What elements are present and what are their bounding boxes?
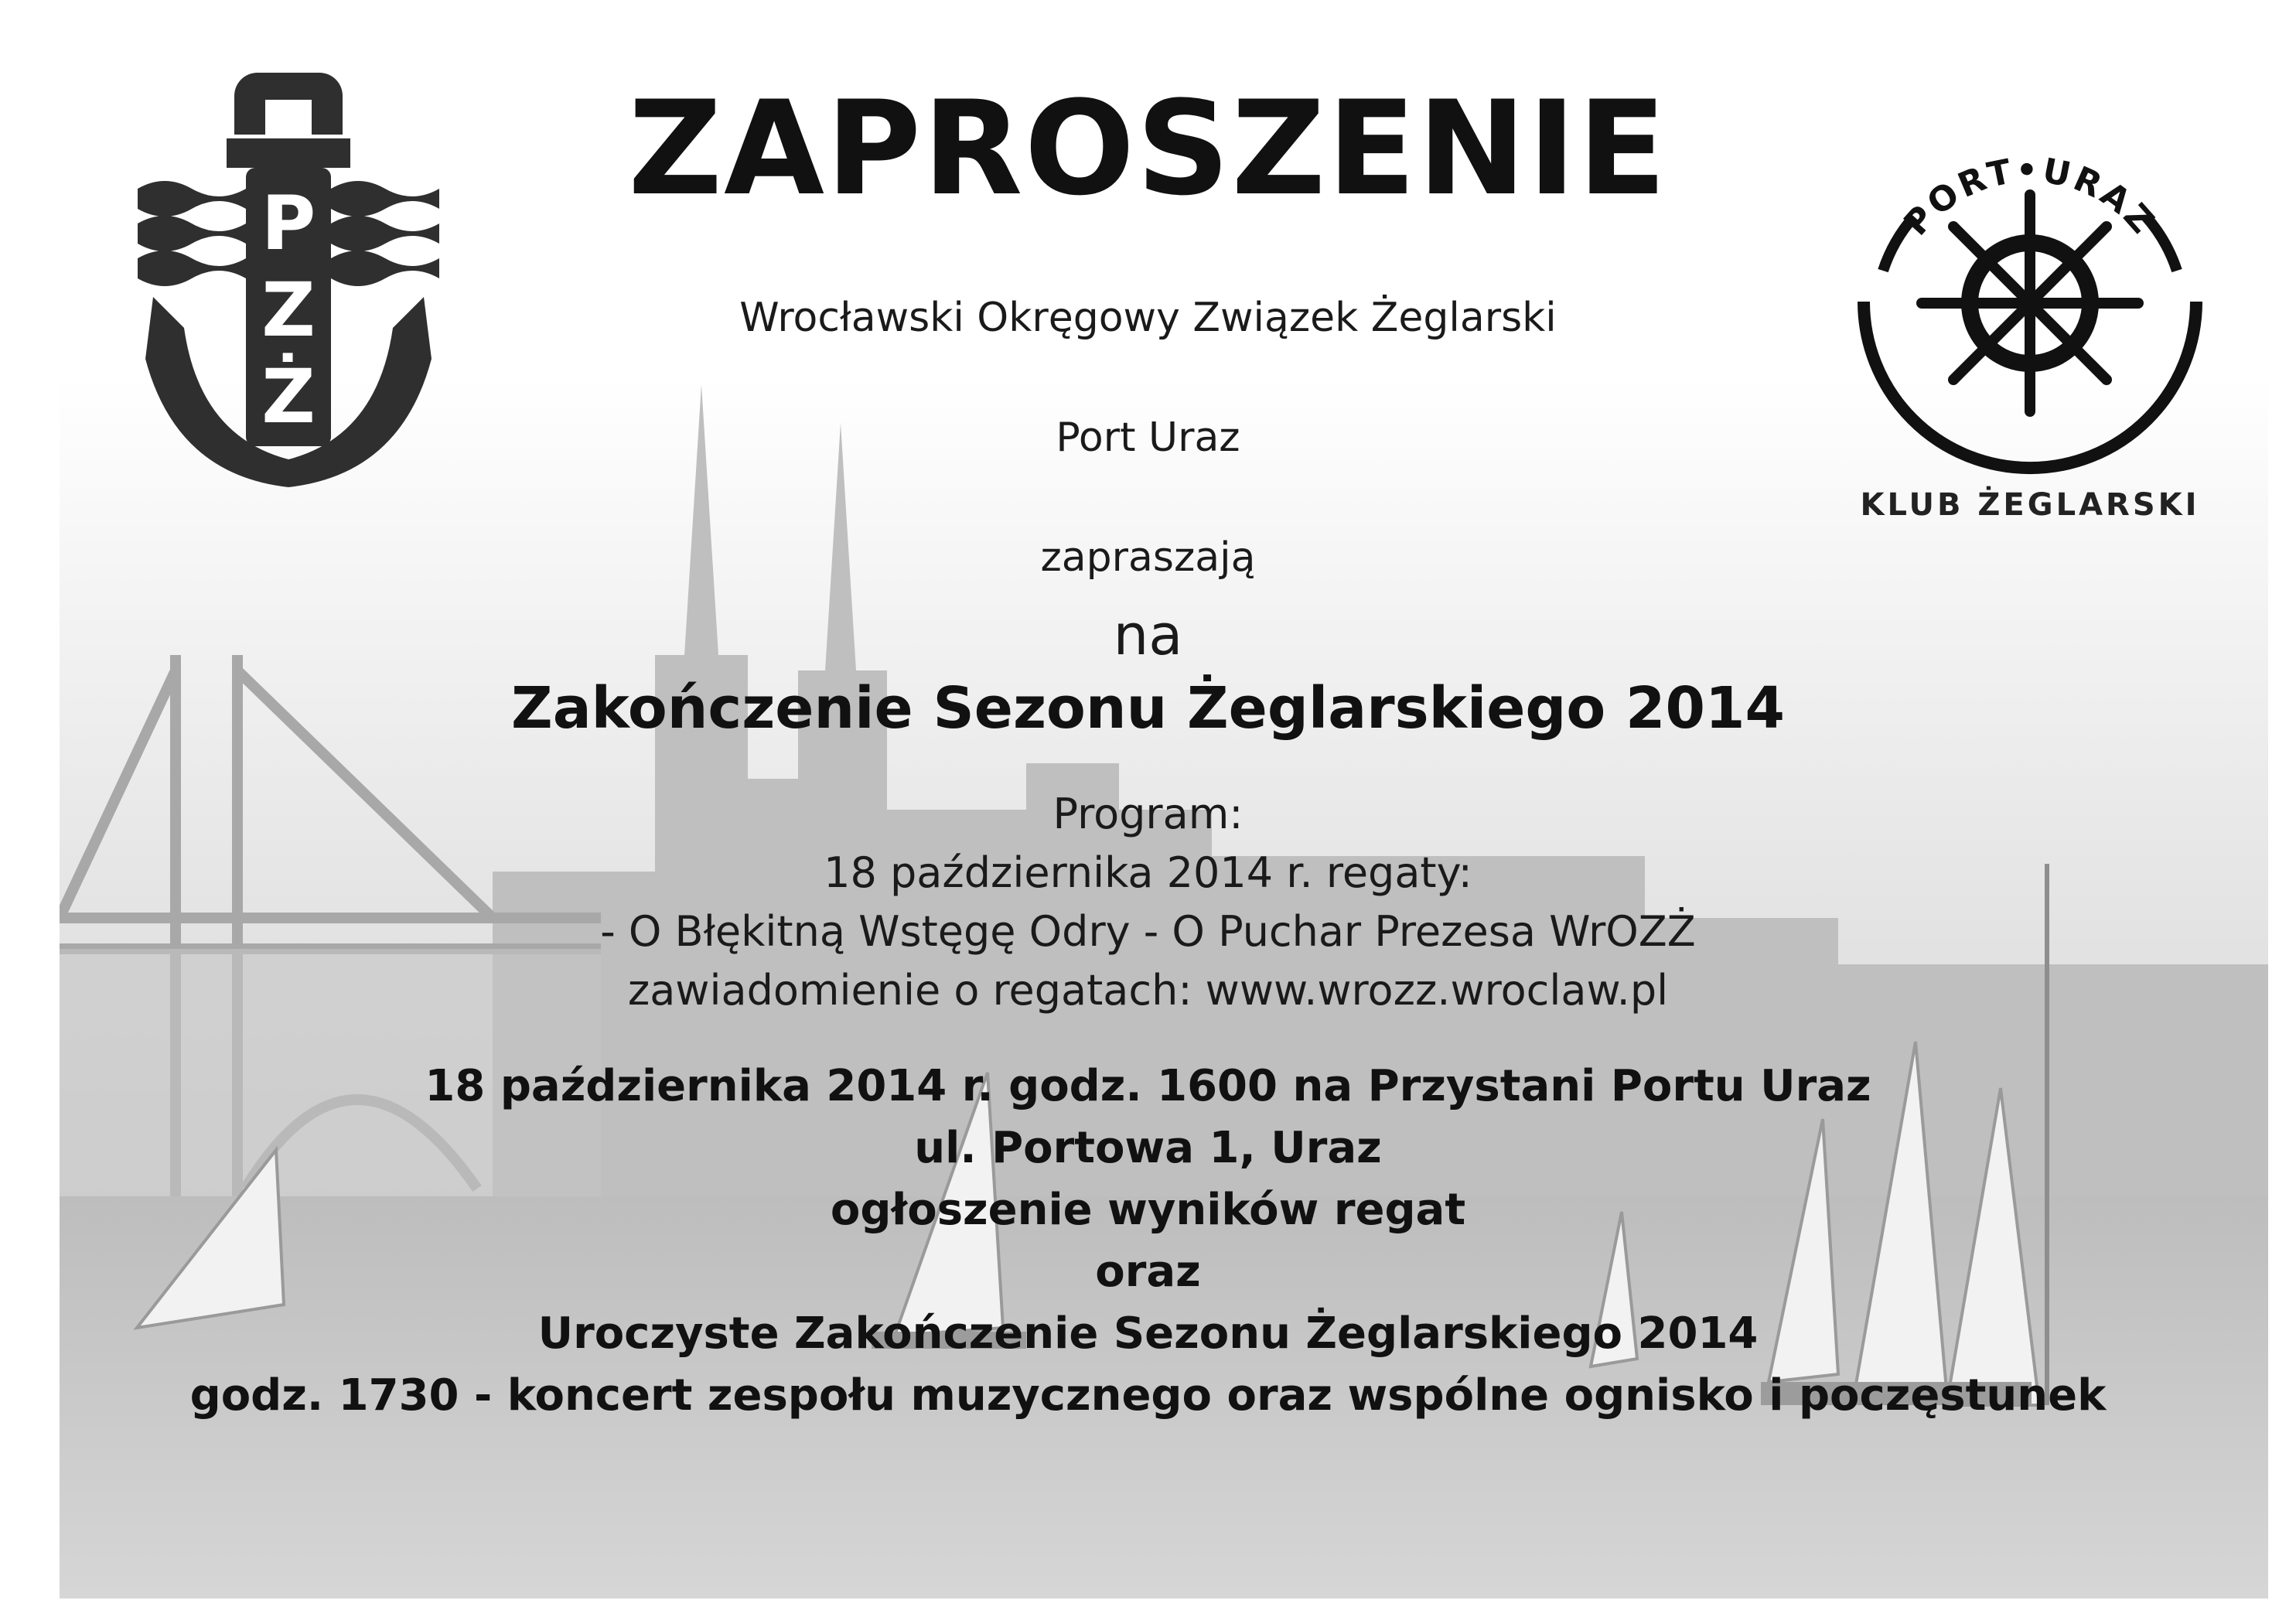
svg-text:Ż: Ż xyxy=(261,353,316,440)
details-line-concert: godz. 1730 - koncert zespołu muzycznego oraz wspólne ognisko i poczęstunek xyxy=(189,1370,2107,1421)
co-organizer-name: Port Uraz xyxy=(1056,415,1240,461)
event-details xyxy=(0,1056,2296,1427)
program-notice: zawiadomienie o regatach: www.wrozz.wroclaw.pl xyxy=(627,966,1669,1015)
invite-word: zapraszają xyxy=(1040,534,1256,581)
svg-text:Z: Z xyxy=(261,267,316,353)
details-line-address: ul. Portowa 1, Uraz xyxy=(914,1123,1382,1173)
program-date-line: 18 października 2014 r. regaty: xyxy=(824,848,1472,897)
program-section xyxy=(0,785,2296,1020)
details-line-results: ogłoszenie wyników regat xyxy=(830,1185,1466,1235)
na-word: na xyxy=(1113,602,1183,667)
organizer-name: Wrocławski Okręgowy Związek Żeglarski xyxy=(739,295,1557,341)
details-line-date: 18 października 2014 r. godz. 1600 na Przystani Portu Uraz xyxy=(425,1061,1871,1111)
details-line-ceremony: Uroczyste Zakończenie Sezonu Żeglarskiego 2014 xyxy=(537,1308,1759,1359)
details-line-oraz: oraz xyxy=(1095,1247,1201,1297)
event-name: Zakończenie Sezonu Żeglarskiego 2014 xyxy=(511,675,1785,742)
svg-text:P: P xyxy=(261,180,316,267)
program-heading: Program: xyxy=(1052,790,1244,838)
program-races: - O Błękitną Wstęgę Odry - O Puchar Prezesa WrOZŻ xyxy=(600,907,1696,956)
klub-zeglarski-label: KLUB ŻEGLARSKI xyxy=(1860,487,2200,523)
page-title: ZAPROSZENIE xyxy=(628,73,1668,224)
svg-text:PORT•URAZ: PORT•URAZ xyxy=(1896,150,2164,244)
